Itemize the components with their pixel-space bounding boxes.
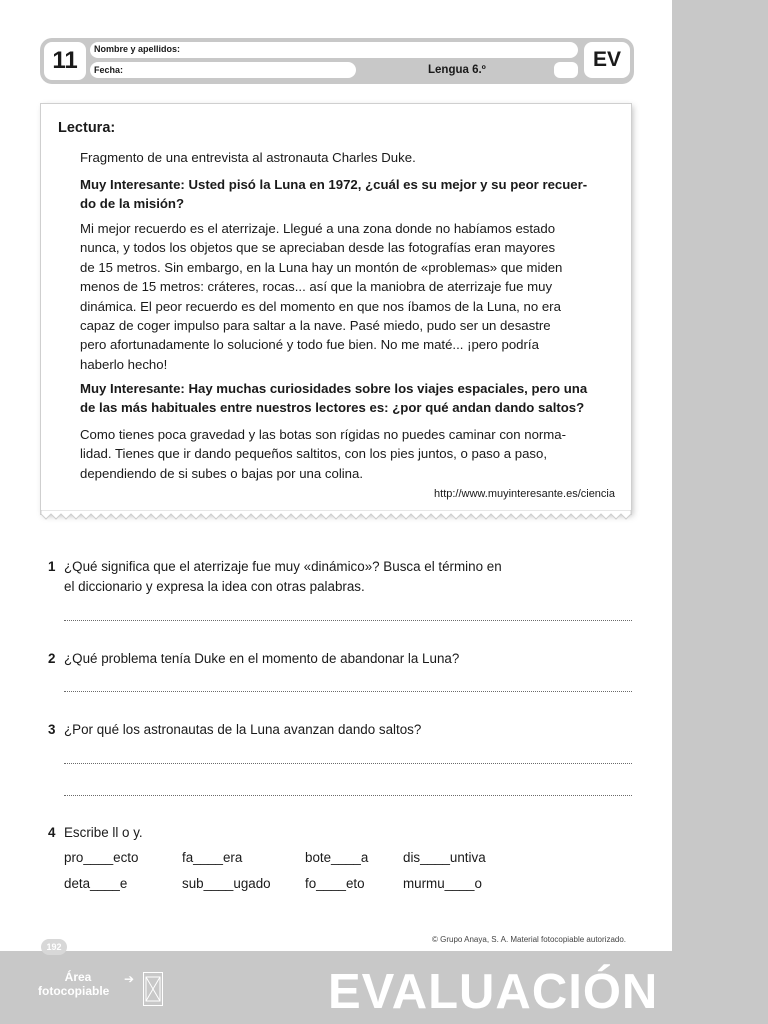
text-line: de las más habituales entre nuestros lectores es: ¿por qué andan dando saltos? (80, 400, 585, 416)
reading-title: Lectura: (58, 120, 116, 136)
question-3 (48, 720, 568, 740)
text-line: capaz de coger impulso para saltar a la nave. Pasé miedo, pudo ser un desastre (80, 318, 551, 334)
interview-question-2 (80, 379, 616, 418)
question-number: 3 (48, 722, 56, 737)
question-number: 4 (48, 825, 56, 840)
evaluation-badge: EV (584, 42, 630, 78)
copyright-notice: © Grupo Anaya, S. A. Material fotocopiable autorizado. (432, 935, 627, 944)
text-line: de 15 metros. Sin embargo, en la Luna hay un montón de «problemas» que miden (80, 259, 563, 275)
answer-line[interactable] (64, 763, 632, 764)
date-label: Fecha: (94, 65, 124, 75)
fill-in-word[interactable]: sub____ugado (182, 876, 271, 891)
answer-line[interactable] (64, 620, 632, 621)
fill-in-word[interactable]: fa____era (182, 850, 243, 865)
text-line: nunca, y todos los objetos que se apreciaban desde las fotografías eran mayores (80, 240, 556, 256)
source-url: http://www.muyinteresante.es/ciencia (434, 488, 615, 500)
fill-in-word[interactable]: fo____eto (305, 876, 365, 891)
text-line: haberlo hecho! (80, 356, 168, 372)
question-text-line: ¿Por qué los astronautas de la Luna avanzan dando saltos? (64, 722, 422, 737)
question-text-line: ¿Qué significa que el aterrizaje fue muy «dinámico»? Busca el término en (64, 559, 502, 574)
question-text-line: Escribe ll o y. (64, 825, 143, 840)
reading-intro: Fragmento de una entrevista al astronauta Charles Duke. (80, 150, 416, 165)
question-number: 2 (48, 651, 56, 666)
interview-question-1 (80, 175, 616, 214)
page-number: 192 (41, 939, 67, 955)
fill-in-word[interactable]: murmu____o (403, 876, 482, 891)
area-label-line: Área (64, 970, 92, 984)
question-text-line: el diccionario y expresa la idea con otras palabras. (64, 579, 365, 594)
interview-answer-2 (80, 425, 616, 483)
right-margin-strip (672, 0, 768, 1024)
answer-line[interactable] (64, 795, 632, 796)
question-4 (48, 823, 568, 843)
torn-edge-decoration (41, 510, 631, 522)
interview-answer-1 (80, 219, 616, 374)
text-line: Mi mejor recuerdo es el aterrizaje. Llegué a una zona donde no habíamos estado (80, 221, 556, 236)
subject-label: Lengua 6.º (428, 64, 486, 76)
text-line: Muy Interesante: Hay muchas curiosidades sobre los viajes espaciales, pero una (80, 381, 588, 396)
fill-in-word[interactable]: pro____ecto (64, 850, 139, 865)
text-line: dependiendo de si subes o bajas por una colina. (80, 465, 364, 481)
area-label-line: fotocopiable (38, 984, 110, 998)
question-text-line: ¿Qué problema tenía Duke en el momento de abandonar la Luna? (64, 651, 460, 666)
text-line: menos de 15 metros: cráteres, rocas... así que la maniobra de aterrizaje fue muy (80, 279, 553, 295)
question-2 (48, 649, 568, 669)
answer-line[interactable] (64, 691, 632, 692)
question-number: 1 (48, 559, 56, 574)
arrow-right-icon: ➔ (124, 972, 135, 986)
question-1 (48, 557, 568, 597)
grade-field[interactable] (554, 62, 578, 78)
text-line: dinámica. El peor recuerdo es del momento en que nos íbamos de la Luna, no era (80, 298, 561, 314)
fill-in-word[interactable]: deta____e (64, 876, 128, 891)
text-line: lidad. Tienes que ir dando pequeños saltitos, con los pies juntos, o paso a paso, (80, 446, 548, 462)
text-line: Muy Interesante: Usted pisó la Luna en 1972, ¿cuál es su mejor y su peor recuer- (80, 177, 588, 192)
text-line: pero afortunadamente lo solucioné y todo fue bien. No me maté... ¡pero podría (80, 337, 539, 353)
date-field[interactable] (90, 62, 356, 78)
photocopy-icon (143, 972, 163, 1006)
photocopiable-area-label (38, 970, 109, 998)
fill-in-word[interactable]: bote____a (305, 850, 369, 865)
section-title: EVALUACIÓN (328, 965, 659, 1019)
name-label: Nombre y apellidos: (94, 44, 181, 54)
text-line: Como tienes poca gravedad y las botas son rígidas no puedes caminar con norma- (80, 427, 567, 442)
text-line: do de la misión? (80, 196, 185, 212)
fill-in-word[interactable]: dis____untiva (403, 850, 486, 865)
unit-number: 11 (44, 42, 86, 80)
